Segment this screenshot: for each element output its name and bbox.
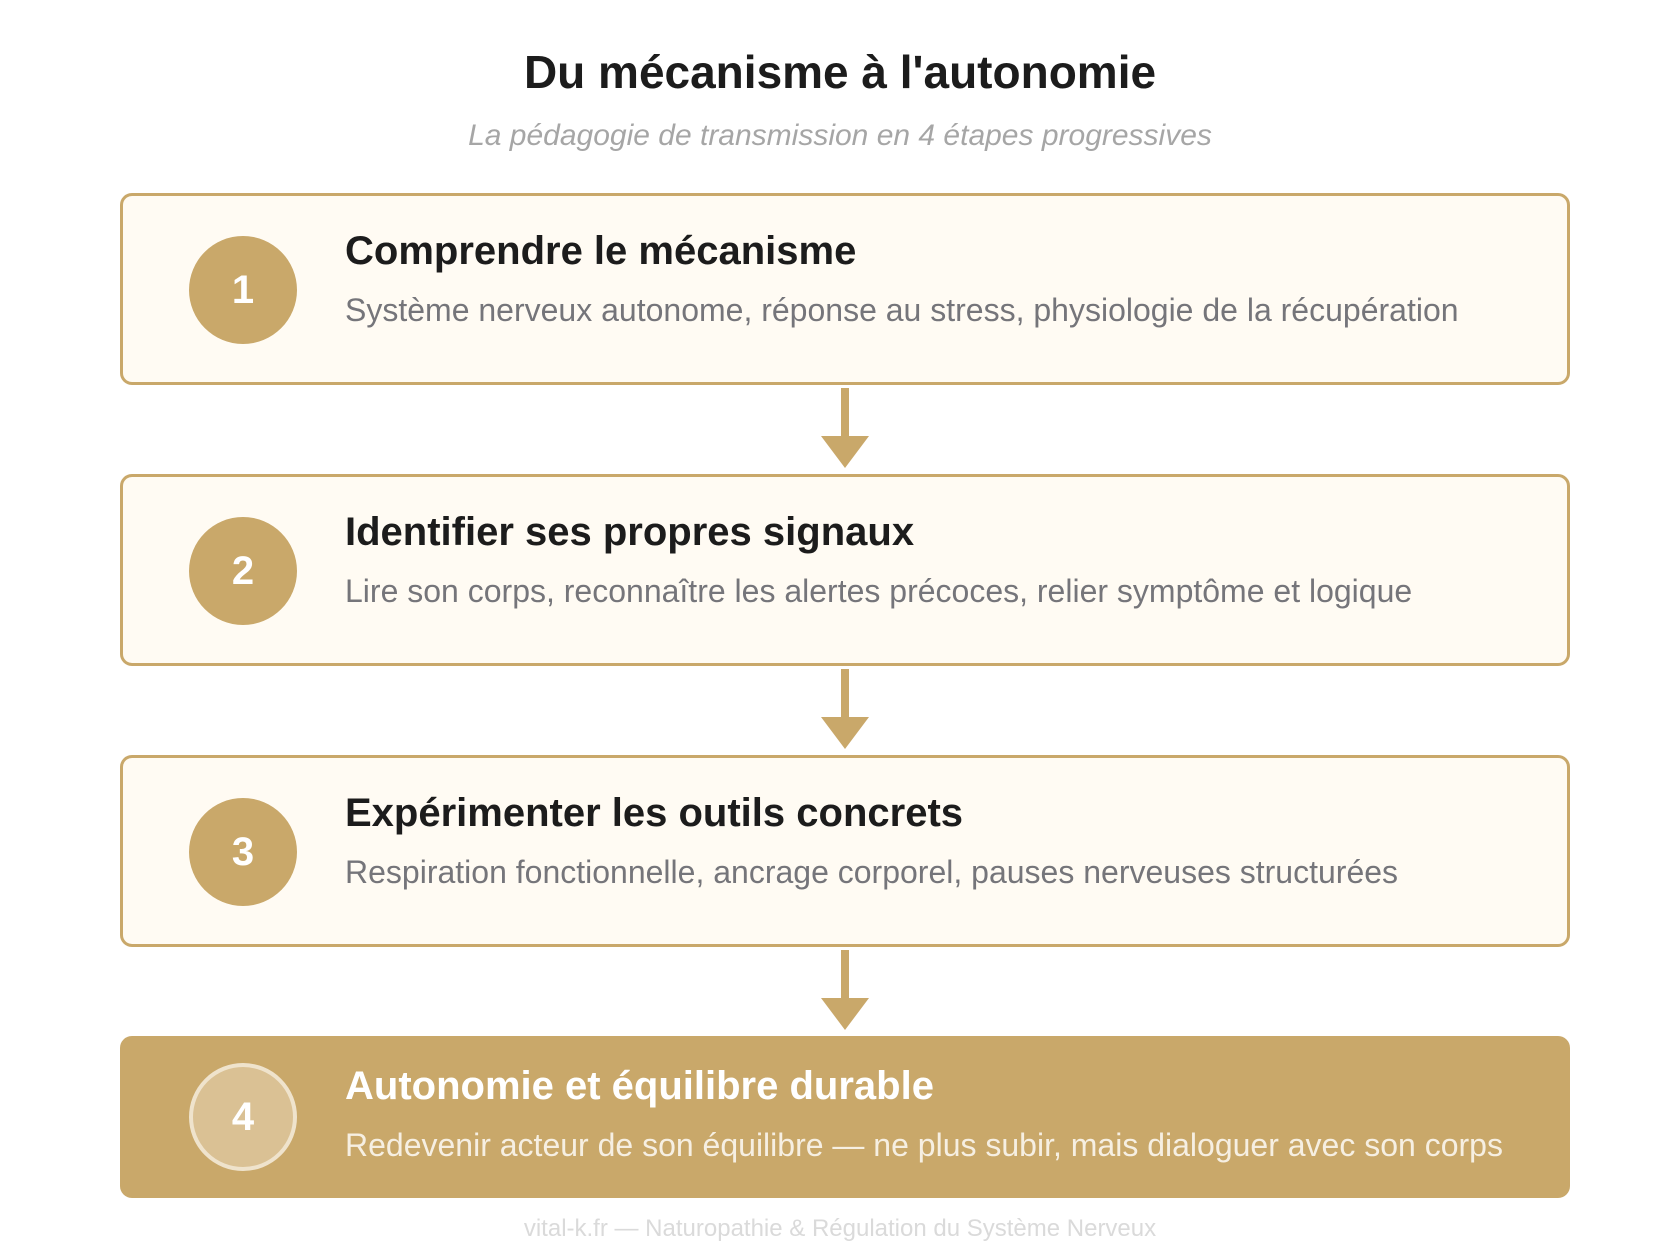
step-title: Identifier ses propres signaux: [345, 510, 915, 554]
page-title: Du mécanisme à l'autonomie: [523, 46, 1157, 98]
arrow-head: [821, 998, 869, 1030]
down-arrow-icon: [825, 669, 865, 749]
footer-credit: vital-k.fr — Naturopathie & Régulation du Système Nerveux: [523, 1215, 1157, 1242]
step-title: Comprendre le mécanisme: [345, 229, 857, 273]
step-number-badge: 1: [189, 236, 297, 344]
down-arrow-icon: [825, 388, 865, 468]
arrow-shaft: [841, 669, 849, 721]
step-card-3: [120, 755, 1570, 947]
page-subtitle: La pédagogie de transmission en 4 étapes progressives: [468, 119, 1212, 152]
arrow-shaft: [841, 950, 849, 1002]
arrow-head: [821, 436, 869, 468]
step-card-2: [120, 474, 1570, 666]
step-number-badge: 4: [189, 1063, 297, 1171]
step-number-badge: 3: [189, 798, 297, 906]
step-number-badge: 2: [189, 517, 297, 625]
step-title: Expérimenter les outils concrets: [345, 791, 964, 835]
step-card-1: [120, 193, 1570, 385]
step-card-4-highlighted: [120, 1036, 1570, 1198]
step-description: Respiration fonctionnelle, ancrage corporel, pauses nerveuses structurées: [345, 854, 1399, 890]
step-description: Redevenir acteur de son équilibre — ne plus subir, mais dialoguer avec son corps: [345, 1127, 1503, 1163]
arrow-shaft: [841, 388, 849, 440]
step-description: Système nerveux autonome, réponse au stress, physiologie de la récupération: [345, 292, 1459, 328]
arrow-head: [821, 717, 869, 749]
step-description: Lire son corps, reconnaître les alertes précoces, relier symptôme et logique: [345, 573, 1413, 609]
step-title: Autonomie et équilibre durable: [345, 1064, 934, 1108]
down-arrow-icon: [825, 950, 865, 1030]
